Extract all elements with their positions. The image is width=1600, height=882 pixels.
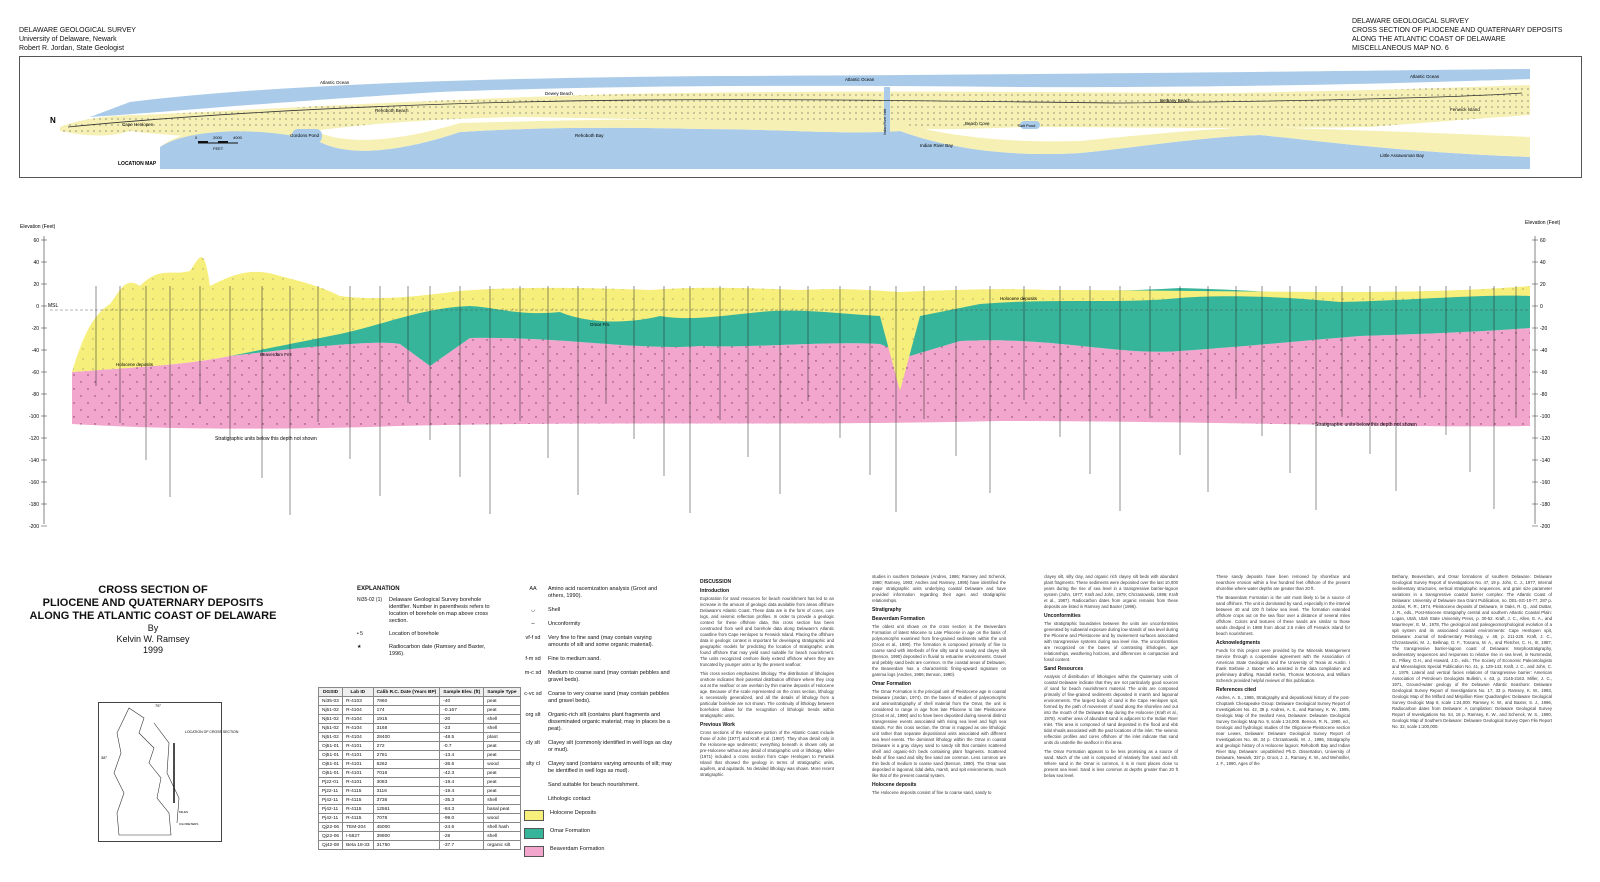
explanation-symbol: • 5 (357, 631, 363, 637)
aa-text: Amino acid racemization analysis (Groot and others, 1990). (548, 586, 658, 599)
paragraph: This cross section emphasizes lithology. The distribution of lithologies onshore indicates their potential distribution offshore where they crop out at the seafloor or are overlain by thin marine deposits of Holocene age. Because of the scale represented on the cross section, lithology is necessarily generalized, and all the details of lithology from a particular borehole are not shown. The continuity of lithology between boreholes allows for the recognition of lithologic trends within stratigraphic units. (700, 671, 834, 718)
paragraph: The Omar Formation is the principal unit of Pleistocene age in coastal Delaware (Jordan, 1974). On the bases of studies of palynomorphs and aminostratigraphy of shell material from the Omar, the unit is considered to range in age from late Pliocene to late Pleistocene (Groot et al., 1990) and to have been deposited during several distinct transgressive events associated with rising sea level and high sea stands. For this cross section, the Omar is mapped as one lithologic unit rather than separate depositional units associated with different sea level events. The dominant lithology within the Omar in coastal Delaware is a gray clayey sand to sandy silt that contains scattered shell and organic-rich beds containing plant fragments. Scattered beds of fine sand and silty fine sand are common. Less common are thin beds of medium to coarse sand (Benson, 1990). The Omar was deposited in lagoonal, tidal delta, marsh, and spit environments, much like that of the present coastal system. (872, 689, 1006, 778)
elevation-tick-label: -80 (31, 392, 39, 398)
unconformities-heading: Unconformities (1044, 613, 1081, 619)
table-cell: Oj51-01 (319, 742, 343, 751)
table-cell: Qj42-08 (319, 841, 343, 850)
table-header-cell: Lab ID (343, 688, 373, 697)
inset-scale-mi: MILES (179, 810, 189, 814)
inset-label: LOCATION OF CROSS SECTION (185, 730, 239, 734)
discussion-heading: DISCUSSION (700, 579, 732, 585)
scale-tick-4000: 4000 (233, 135, 242, 140)
table-cell: I-5827 (343, 832, 373, 841)
elevation-tick-label: -180 (1540, 502, 1551, 508)
elevation-tick-label: -100 (28, 414, 39, 420)
table-cell: R-4101 (343, 769, 373, 778)
table-cell: Pj42-11 (319, 814, 343, 823)
table-cell: R-4115 (343, 814, 373, 823)
unit-color-swatch (524, 810, 544, 821)
place-atlantic-ocean-2: Atlantic Ocean (845, 77, 875, 82)
elevation-tick-label: -100 (1540, 414, 1551, 420)
table-row (319, 769, 521, 778)
table-row (319, 832, 521, 841)
paragraph: The Holocene deposits consist of fine to coarse sand, sandy to (872, 790, 992, 795)
table-row (319, 715, 521, 724)
discussion-column-1 (700, 576, 834, 778)
table-header-cell: DGSID (319, 688, 343, 697)
lithology-code: cly slt (526, 740, 540, 746)
table-cell: Pj42-11 (319, 796, 343, 805)
table-cell: R-4101 (343, 751, 373, 760)
elevation-tick-label: 40 (1540, 260, 1546, 266)
table-cell: -19.4 (440, 787, 484, 796)
introduction-heading: Introduction (700, 588, 730, 594)
state-geologist: Robert R. Jordan, State Geologist (19, 45, 125, 52)
elevation-tick-label: -200 (28, 524, 39, 530)
holocene-heading: Holocene deposits (872, 782, 917, 788)
table-cell: peat (484, 706, 520, 715)
table-cell: wood (484, 814, 520, 823)
table-cell: -0.167 (440, 706, 484, 715)
table-cell: Qj22-06 (319, 823, 343, 832)
table-header-row (319, 688, 521, 697)
elevation-tick-label: 20 (1540, 282, 1546, 288)
depth-note-right: Stratigraphic units below this depth not shown (1315, 422, 1417, 428)
place-indian-river-inlet: Indian River Inlet (883, 108, 887, 135)
title-year: 1999 (142, 645, 164, 655)
previous-work-heading: Previous Work (700, 722, 735, 728)
lithology-legend (524, 586, 674, 864)
table-cell: 45000 (373, 823, 440, 832)
table-row (319, 796, 521, 805)
elev-label-left: Elevation (Feet) (20, 224, 56, 230)
place-atlantic-ocean-1: Atlantic Ocean (320, 80, 350, 85)
agency-name-right: DELAWARE GEOLOGICAL SURVEY (1352, 18, 1469, 25)
legend-unit-item (524, 810, 674, 821)
elevation-tick-label: -40 (31, 348, 39, 354)
unit-color-swatch (524, 846, 544, 857)
table-cell: shell hash (484, 823, 520, 832)
table-cell: organic silt (484, 841, 520, 850)
table-cell: peat (484, 751, 520, 760)
place-atlantic-ocean-3: Atlantic Ocean (1410, 74, 1440, 79)
table-cell: 6262 (373, 760, 440, 769)
paragraph: These sandy deposits have been removed by shoreface and nearshore erosion within a few hundred feet offshore of the present shoreline where water depths are greater than 20 ft. (1216, 574, 1350, 591)
lithology-text: Very fine to fine sand (may contain varying amounts of silt and some organic material). (548, 635, 654, 648)
legend-lithology-item (524, 712, 674, 733)
sand-resources-heading: Sand Resources (1044, 666, 1084, 672)
title-line-3: ALONG THE ATLANTIC COAST OF DELAWARE (29, 610, 277, 622)
lithology-code: f-m sd (525, 656, 541, 662)
table-cell: R-4104 (343, 715, 373, 724)
title-line-1: CROSS SECTION OF (98, 584, 208, 596)
table-cell: R-4104 (343, 733, 373, 742)
acknowledgments-heading: Acknowledgments (1216, 640, 1261, 646)
place-gordons-pond: Gordons Pond (290, 133, 320, 138)
table-cell: 3736 (373, 796, 440, 805)
lithology-code: c-vc sd (524, 691, 542, 697)
table-cell: 39900 (373, 832, 440, 841)
table-cell: R-4115 (343, 805, 373, 814)
table-cell: Ni35-03 (319, 697, 343, 706)
table-cell: -84.3 (440, 805, 484, 814)
elevation-tick-label: -60 (31, 370, 39, 376)
title-by: By (147, 623, 159, 633)
label-holocene-1: Holocene deposits (116, 362, 154, 367)
title-author: Kelvin W. Ramsey (116, 634, 190, 644)
legend-unconformity (524, 621, 674, 628)
table-row (319, 778, 521, 787)
paragraph: Analysis of distribution of lithologies within the Quaternary units of coastal Delaware indicate that they are not particularly good sources of sand for beach nourishment material. The units are composed primarily of fine-grained sediments deposited in marsh and lagoonal environments. The largest body of sand is the Cape Henlopen spit, formed by the path of movement of sand along the shoreline and out into the mouth of the Delaware Bay during the Holocene (Kraft et al., 1978). Another area of abundant sand is adjacent to the Indian River Inlet. This area is composed of sand deposited in the flood and ebb tidal shoals associated with the past locations of the inlet. The seismic reflection profiles and cores offshore of the inlet indicate that sand units do underlie the seafloor in this area. (1044, 674, 1178, 745)
table-cell: Oj51-01 (319, 769, 343, 778)
unit-color-swatch (524, 828, 544, 839)
paragraph: The Omar Formation appears to be less promising as a source of sand. Much of the unit is composed of relatively fine sand and silt. Where sand in the Omar is common, it is in most places close to present sea level. Sand is less common at depths greater than 20 ft below sea level. (1044, 749, 1178, 778)
table-cell: shell (484, 724, 520, 733)
table-cell: Oj51-01 (319, 760, 343, 769)
table-cell: 2781 (373, 751, 440, 760)
elevation-tick-label: -120 (1540, 436, 1551, 442)
table-cell: Pj22-01 (319, 778, 343, 787)
table-cell: R-4115 (343, 787, 373, 796)
explanation-heading: EXPLANATION (357, 586, 400, 592)
elevation-tick-label: -40 (1540, 348, 1548, 354)
legend-lithology-item (524, 740, 674, 754)
unconformity-text: Unconformity (548, 621, 581, 627)
location-map-label: LOCATION MAP (118, 161, 157, 167)
inset-map (98, 702, 239, 842)
inset-lat: 38° (101, 755, 108, 760)
table-cell: Qj22-06 (319, 832, 343, 841)
place-rehoboth-bay: Rehoboth Bay (575, 133, 604, 138)
discussion-column-4 (1216, 574, 1350, 767)
elevation-tick-label: -140 (28, 458, 39, 464)
radiocarbon-table (318, 687, 521, 850)
table-row (319, 697, 521, 706)
table-cell: -36.6 (440, 760, 484, 769)
lithology-text: Medium to coarse sand (may contain pebbles and gravel beds). (548, 670, 670, 683)
unit-name: Omar Formation (550, 828, 591, 834)
paragraph: Bethany, Beaverdam, and Omar formations of southern Delaware: Delaware Geological Survey Report of Investigations No. 47, 19 p. John, C. J., 1977, Internal sedimentary structures, vertical stratigraphic sequences, and grain size parameter variations in a transgressive coastal barrier complex: The Atlantic Coast of Delaware: University of Delaware Sea Grant Publication, no. DEL-SG-10-77, 287 p. Jordan, R. R., 1974, Pleistocene deposits of Delaware, in Oaks, R. Q., and DuBar, J. R., eds., Post-Miocene stratigraphy central and southern Atlantic Coastal Plain: Logan, Utah, Utah State University Press, p. 30-52. Kraft, J. C., Allen, E. A., and Maurmeyer, E. M., 1978, The geological and paleogeomorphological evolution of a spit system and its associated coastal environments: Cape Henlopen spit, Delaware: Journal of Sedimentary Petrology, v. 48, p. 211-226. Kraft, J. C., Chrzastowski, M. J., Belknap, D. F., Toscano, M. A., and Fletcher, C. H., III, 1987, The transgressive barrier-lagoon coast of Delaware: Morphostratigraphy, sedimentary sequences and responses to relative rise in sea level, in Nummedal, D., Pilkey, O.H., and Howard, J.D., eds.: The Society of Economic Paleontologists and Mineralogists Special Publication No. 41, p. 129-143. Kraft, J. C., and John, C. J., 1979, Lateral and vertical facies relations of transgressive barrier: American Association of Petroleum Geologists Bulletin, v. 63, p. 2145-2163. Miller, J. C., 1971, Ground-water geology of the Delaware Atlantic Seashore: Delaware Geological Survey Report of Investigations No. 17, 33 p. Ramsey, K. W., 1993, Geologic Map of the Milford and Mispillion River Quadrangles: Delaware Geological Survey Geologic Map 8, scale 1:24,000. Ramsey, K. W., and Baxter, S. J., 1996, Radiocarbon dates from Delaware: A compilation: Delaware Geological Survey Report of Investigations No. 54, 18 p. Ramsey, K. W., and Schenck, W. S., 1990, Geologic Map of Southern Delaware: Delaware Geological Survey Open File Report No. 32, scale 1:100,000. (1392, 574, 1552, 729)
table-cell: 3168 (373, 724, 440, 733)
paragraph: clayey silt, silty clay, and organic rich clayey silt beds with abundant plant fragments. These sediments were deposited over the last 10,000 years during the rise of sea level in a transgressive barrier-lagoon system (John, 1977; Kraft and John, 1979; Chrzastowski, 1986; Kraft et al., 1987). Radiocarbon dates from organic remains from these deposits are listed in Ramsey and Baxter (1996). (1044, 574, 1178, 609)
beaverdam-heading: Beaverdam Formation (872, 616, 925, 622)
explanation-text: Location of borehole (389, 631, 439, 637)
table-cell: R-4103 (343, 697, 373, 706)
table-cell: -13.4 (440, 751, 484, 760)
table-row (319, 814, 521, 823)
label-holocene-2: Holocene deposits (1000, 296, 1038, 301)
table-cell: 3083 (373, 778, 440, 787)
table-cell: Nj51-02 (319, 733, 343, 742)
table-cell: 7016 (373, 769, 440, 778)
lithology-text: Coarse to very coarse sand (may contain pebbles and gravel beds). (548, 691, 670, 704)
explanation-text: Radiocarbon date (Ramsey and Baxter, 1996). (389, 644, 486, 657)
table-cell: -24.6 (440, 823, 484, 832)
table-cell: Pj22-11 (319, 787, 343, 796)
msl-label: MSL (48, 303, 59, 309)
map-title-line2: ALONG THE ATLANTIC COAST OF DELAWARE (1352, 36, 1506, 43)
scale-tick-0: 0 (195, 135, 198, 140)
legend-aa (524, 586, 674, 600)
place-rehoboth-beach: Rehoboth Beach (375, 108, 409, 113)
aa-symbol: AA (529, 586, 537, 592)
table-cell: R-4104 (343, 706, 373, 715)
legend-lithology-item (524, 670, 674, 684)
table-row (319, 805, 521, 814)
table-cell: shell (484, 832, 520, 841)
paragraph: studies in southern Delaware (Andres, 1986; Ramsey and Schenck, 1990; Ramsey, 1993; Andres and Ramsey, 1995) have identified the major stratigraphic units underlying coastal Delaware and have provided information regarding their ages and stratigraphic relationships. (872, 574, 1006, 603)
table-header-cell: Sample Elev. (ft) (440, 688, 484, 697)
elevation-tick-label: -160 (28, 480, 39, 486)
table-cell: shell (484, 796, 520, 805)
legend-unit-item (524, 828, 674, 839)
paragraph: The Beaverdam Formation is the unit most likely to be a source of sand offshore. The unit is dominated by sand, especially in the interval between 40 and 100 ft below sea level. The formation extended offshore crops out on the sea floor over a distance of several miles offshore. Colors and textures of these sands are similar to those sands dredged in 1988 from about 2.5 miles off Fenwick Island for beach nourishment. (1216, 595, 1350, 636)
table-row (319, 751, 521, 760)
lithology-code: slty cl (526, 761, 540, 767)
elevation-tick-label: -160 (1540, 480, 1551, 486)
table-row (319, 706, 521, 715)
legend-lithology-item (524, 656, 674, 663)
elevation-tick-label: -20 (31, 326, 39, 332)
table-row (319, 742, 521, 751)
references-column (1392, 574, 1552, 730)
table-cell: R-4104 (343, 724, 373, 733)
elevation-tick-label: -80 (1540, 392, 1548, 398)
place-indian-river-bay: Indian River Bay (920, 143, 954, 148)
lithology-code: vf-f sd (525, 635, 541, 641)
elevation-tick-label: 0 (36, 304, 39, 310)
table-cell: basal peat (484, 805, 520, 814)
legend-lithology-item (524, 635, 674, 649)
explanation-symbol: ★ (357, 644, 362, 650)
table-cell: 272 (373, 742, 440, 751)
lithology-text: Clayey silt (commonly identified in well logs as clay or mud). (548, 740, 673, 753)
paragraph: Exploration for sand resources for beach nourishment has led to an increase in the amount of geologic data available from areas offshore Delaware's Atlantic Coast. These data are in the form of cores, core logs, and seismic reflection profiles. In order to provide a geologic context for these offshore data, this cross section has been constructed from well and borehole data along Delaware's Atlantic coastline from Cape Henlopen to Fenwick Island. Placing the offshore data in geologic context is important for developing stratigraphic and geographic models for predicting the location of stratigraphic units found offshore that may yield sand suitable for beach nourishment. The units recognized onshore likely extend offshore where they are truncated by younger units or by the present seafloor. (700, 596, 834, 667)
references-heading: References cited (1216, 687, 1257, 693)
table-cell: R-4101 (343, 778, 373, 787)
cross-section (0, 216, 1600, 536)
inset-lon: 75° (155, 703, 162, 708)
discussion-column-2 (872, 574, 1006, 796)
paragraph: Funds for this project were provided by the Minerals Management Service through a cooperative agreement with the Association of American State Geologists and the University of Texas at Austin. I thank Stefanie J. Baxter who assisted in the data compilation and preliminary drafting. Randall Kerhin, Thomas McKenna, and William Schenck provided helpful reviews of this publication. (1216, 648, 1350, 683)
discussion-column-3 (1044, 574, 1178, 779)
table-cell: peat (484, 697, 520, 706)
university-name: University of Delaware, Newark (19, 36, 117, 43)
unit-name: Holocene Deposits (550, 810, 597, 816)
paragraph: The stratigraphic boundaries between the units are unconformities generated by subaerial exposure during low stands of sea level during the Pliocene and Pleistocene and by ravinement surfaces associated with transgressive systems during sea level rise. The unconformities are recognized on the bases of contrasting lithologies, age relationships, weathering horizons, and differences in compaction and fossil content. (1044, 621, 1178, 662)
table-cell: 12561 (373, 805, 440, 814)
table-cell: -20 (440, 715, 484, 724)
location-map-svg (20, 57, 1581, 177)
table-cell: peat (484, 778, 520, 787)
table-cell: peat (484, 787, 520, 796)
lithology-text: Fine to medium sand. (548, 656, 601, 662)
shell-text: Shell (548, 607, 561, 613)
place-little-assawoman-bay: Little Assawoman Bay (1380, 153, 1425, 158)
table-cell: -0.7 (440, 742, 484, 751)
shell-icon: ◡ (530, 607, 536, 613)
table-row (319, 823, 521, 832)
legend-lithology-item (524, 691, 674, 705)
location-map (19, 56, 1582, 178)
place-fenwick-island: Fenwick Island (1450, 107, 1480, 112)
table-cell: -48.5 (440, 733, 484, 742)
table-cell: Beta 18-33 (343, 841, 373, 850)
omar-heading: Omar Formation (872, 681, 911, 687)
elevation-tick-label: -200 (1540, 524, 1551, 530)
place-beach-cove: Beach Cove (965, 121, 990, 126)
table-cell: shell (484, 715, 520, 724)
table-cell: Nj51-02 (319, 715, 343, 724)
table-cell: Nj51-02 (319, 706, 343, 715)
inset-scale-km: KILOMETERS (179, 822, 199, 826)
label-beaverdam: Beaverdam Fm. (260, 352, 293, 357)
table-cell: 7860 (373, 697, 440, 706)
table-cell: -37.7 (440, 841, 484, 850)
place-bethany-beach: Bethany Beach (1160, 98, 1191, 103)
table-cell: -23 (440, 724, 484, 733)
agency-name: DELAWARE GEOLOGICAL SURVEY (19, 27, 136, 34)
title-line-2: PLIOCENE AND QUATERNARY DEPOSITS (42, 597, 264, 609)
legend-unit-item (524, 846, 674, 857)
elevation-tick-label: 60 (1540, 238, 1546, 244)
lithology-text: Clayey sand (contains varying amounts of silt; may be identified in well logs as mud). (548, 761, 672, 774)
paragraph: The oldest unit shown on the cross section is the Beaverdam Formation of latest Miocene to Late Pliocene in age on the basis of polynomorphs examined from fine-grained sediments within the unit (Groot et al., 1990). The formation is composed primarily of fine to coarse sand with interbeds of fine silty sand to sandy and clayey silt (Benson, 1990) deposited in fluvial to estuarine environments. Gravel and pebbly sand beds are common. In the coastal areas of Delaware, the Beaverdam has a characteristic fining-upward signature on gamma logs (Andres, 1986; Benson, 1990). (872, 624, 1006, 677)
legend-lithology-item (524, 782, 674, 789)
elevation-tick-label: 20 (33, 282, 39, 288)
table-row (319, 841, 521, 850)
lithology-code: org slt (525, 712, 541, 718)
explanation-symbol: Ni35-02 (1) (357, 597, 383, 603)
table-cell: -42.3 (440, 769, 484, 778)
table-cell: -35.3 (440, 796, 484, 805)
label-omar: Omar Fm. (590, 322, 611, 327)
lithology-text: Lithologic contact (548, 796, 591, 802)
elevation-tick-label: 60 (33, 238, 39, 244)
table-cell: peat (484, 742, 520, 751)
table-cell: -99.0 (440, 814, 484, 823)
place-salt-pond: Salt Pond (1018, 123, 1036, 128)
unit-name: Beaverdam Formation (550, 846, 605, 852)
lithology-text: Organic-rich silt (contains plant fragments and disseminated organic material; may in places be a peat). (548, 712, 670, 732)
unconformity-icon: ∼ (530, 621, 536, 627)
lithology-code: m-c sd (524, 670, 542, 676)
table-header-cell: Calib R.C. Date (Years BP) (373, 688, 440, 697)
table-row (319, 733, 521, 742)
explanation-text: Delaware Geological Survey borehole identifier. Number in parenthesis refers to location of borehole on map above cross section. (389, 597, 490, 624)
table-cell: 28400 (373, 733, 440, 742)
elevation-tick-label: 0 (1540, 304, 1543, 310)
elev-label-right: Elevation (Feet) (1525, 220, 1561, 226)
scale-unit: FEET (213, 146, 224, 151)
table-cell: -40 (440, 697, 484, 706)
table-cell: 31750 (373, 841, 440, 850)
legend-lithology-item (524, 796, 674, 803)
north-arrow: N (50, 116, 56, 125)
table-cell: peat (484, 769, 520, 778)
header-right (1352, 17, 1562, 53)
table-cell: Pj42-11 (319, 805, 343, 814)
legend-shell (524, 607, 674, 614)
table-cell: R-4101 (343, 742, 373, 751)
table-row (319, 787, 521, 796)
inset-map-svg (99, 703, 239, 841)
elevation-tick-label: -140 (1540, 458, 1551, 464)
table-cell: 7076 (373, 814, 440, 823)
title-block (18, 584, 288, 656)
table-cell: Oj51-01 (319, 751, 343, 760)
legend-lithology-item (524, 761, 674, 775)
lithology-text: Sand suitable for beach nourishment. (548, 782, 640, 788)
elevation-tick-label: 40 (33, 260, 39, 266)
table-cell: 174 (373, 706, 440, 715)
table-cell: plant (484, 733, 520, 742)
map-title-line1: CROSS SECTION OF PLIOCENE AND QUATERNARY DEPOSITS (1352, 27, 1563, 34)
table-cell: 1915 (373, 715, 440, 724)
place-cape-henlopen: Cape Henlopen (122, 122, 154, 127)
elevation-tick-label: -180 (28, 502, 39, 508)
place-dewey-beach: Dewey Beach (545, 91, 573, 96)
elevation-tick-label: -120 (28, 436, 39, 442)
stratigraphy-heading: Stratigraphy (872, 607, 902, 613)
table-cell: 3116 (373, 787, 440, 796)
table-cell: TEM-204 (343, 823, 373, 832)
paragraph: Andres, A. S., 1986, Stratigraphy and depositional history of the post-Choptank Chesapeake Group: Delaware Geological Survey Report of Investigations No. 42, 39 p. Andres, A. S., and Ramsey, K. W., 1995, Geologic Map of the Seaford Area, Delaware: Delaware Geological Survey Geologic Map No. 9, scale 1:24,000. Benson, R. N., 1990, ed., Geologic and hydrologic studies of the Oligocene-Pleistocene section near Lewes, Delaware: Delaware Geological Survey Report of Investigations No. 48, 34 p. Chrzastowski, M. J., 1986, Stratigraphy and geologic history of a Holocene lagoon: Rehoboth Bay and Indian River Bay, Delaware: unpublished Ph.D. Dissertation, University of Delaware, Newark, 337 p. Groot, J. J., Ramsey, K. W., and Wehmiller, J. F., 1990, Ages of the (1216, 695, 1350, 766)
table-row (319, 760, 521, 769)
elevation-tick-label: -20 (1540, 326, 1548, 332)
table-cell: wood (484, 760, 520, 769)
elevation-tick-label: -60 (1540, 370, 1548, 376)
table-cell: -19.4 (440, 778, 484, 787)
depth-note-left: Stratigraphic units below this depth not shown (215, 436, 317, 442)
table-cell: -28 (440, 832, 484, 841)
table-cell: R-4101 (343, 760, 373, 769)
table-header-cell: Sample Type (484, 688, 520, 697)
table-cell: R-4115 (343, 796, 373, 805)
map-number: MISCELLANEOUS MAP NO. 6 (1352, 45, 1449, 52)
header-left (19, 26, 136, 53)
scale-tick-2000: 2000 (213, 135, 222, 140)
table-cell: Nj51-02 (319, 724, 343, 733)
paragraph: Cross sections of the Holocene portion of the Atlantic Coast include those of John (1977) and Kraft et al. (1987). They show detail only in the Holocene-age sediments; everything beneath is shown only as pre-Holocene without any detail of stratigraphic unit or lithology. Miller (1971) included a cross section from Cape Henlopen to Fenwick Island that showed the geology in terms of stratigraphic units, aquifers, and aquitards. No detailed lithology was shown. More recent stratigraphic (700, 730, 834, 777)
table-row (319, 724, 521, 733)
